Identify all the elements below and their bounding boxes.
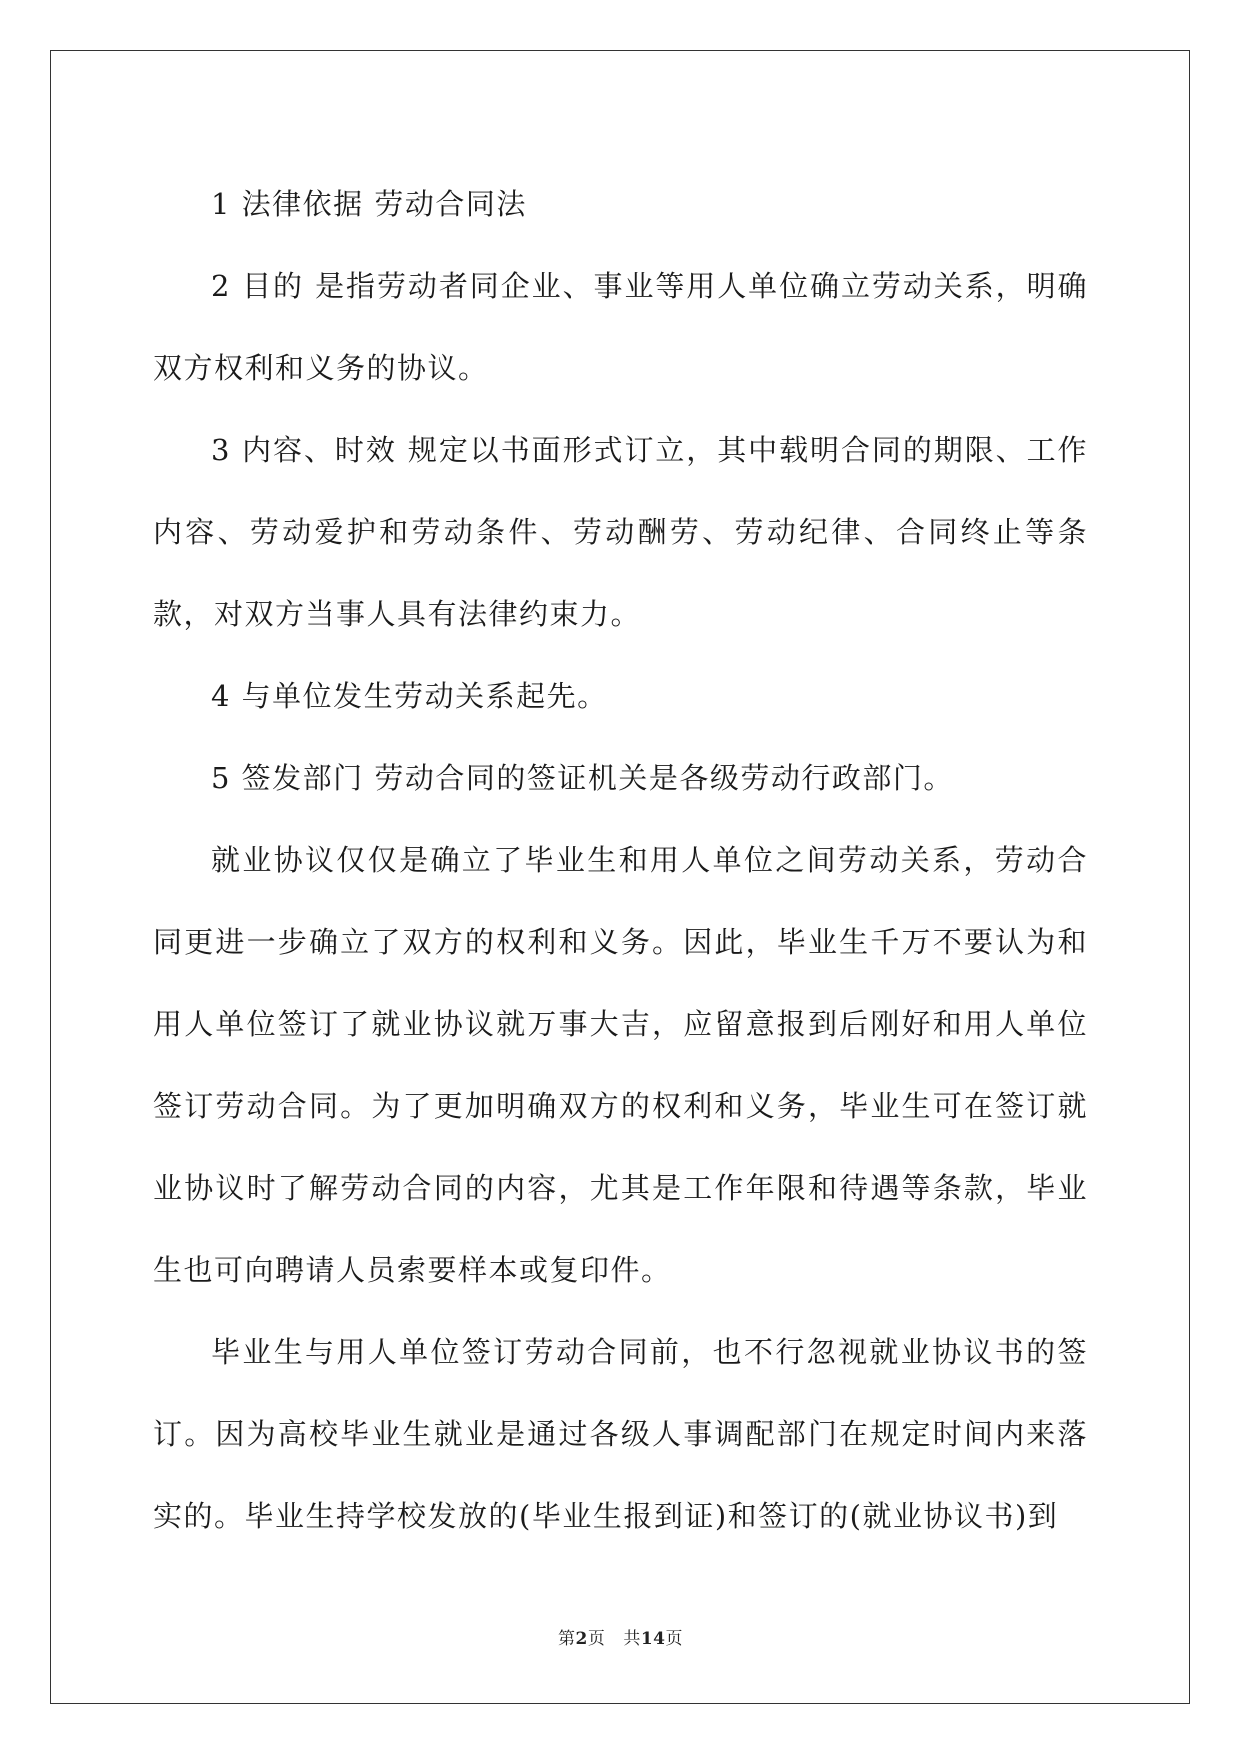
paragraph-start: 4 与单位发生劳动关系起先。 <box>211 679 608 713</box>
paragraph-employment-agreement: 就业协议仅仅是确立了毕业生和用人单位之间劳动关系，劳动合同更进一步确立了双方的权利和义务。因此，毕业生千万不要认为和用人单位签订了就业协议就万事大吉，应留意报到后刚好和用人单位签订劳动合同。为了更加明确双方的权利和义务，毕业生可在签订就业协议时了解劳动合同的内容，尤其是工作年限和待遇等条款，毕业生也可向聘请人员索要样本或复印件。 <box>153 843 1088 1287</box>
paragraph-purpose: 2 目的 是指劳动者同企业、事业等用人单位确立劳动关系，明确双方权利和义务的协议。 <box>153 269 1088 385</box>
paragraph-content-validity: 3 内容、时效 规定以书面形式订立，其中载明合同的期限、工作内容、劳动爱护和劳动条件、劳动酬劳、劳动纪律、合同终止等条款，对双方当事人具有法律约束力。 <box>153 433 1088 631</box>
total-prefix: 共 <box>623 1629 641 1649</box>
page-prefix: 第 <box>557 1629 576 1649</box>
page-suffix: 页 <box>587 1629 606 1649</box>
page-number: 2 <box>575 1629 588 1649</box>
paragraph-issuing-department: 5 签发部门 劳动合同的签证机关是各级劳动行政部门。 <box>211 761 954 795</box>
total-suffix: 页 <box>665 1629 683 1649</box>
paragraph-before-signing: 毕业生与用人单位签订劳动合同前，也不行忽视就业协议书的签订。因为高校毕业生就业是通过各级人事调配部门在规定时间内来落实的。毕业生持学校发放的(毕业生报到证)和签订的(就业协议书)到 <box>153 1335 1088 1533</box>
total-pages: 14 <box>640 1629 666 1649</box>
paragraph-legal-basis: 1 法律依据 劳动合同法 <box>211 187 527 221</box>
page-footer <box>0 1624 1241 1649</box>
document-body <box>153 163 1088 1557</box>
